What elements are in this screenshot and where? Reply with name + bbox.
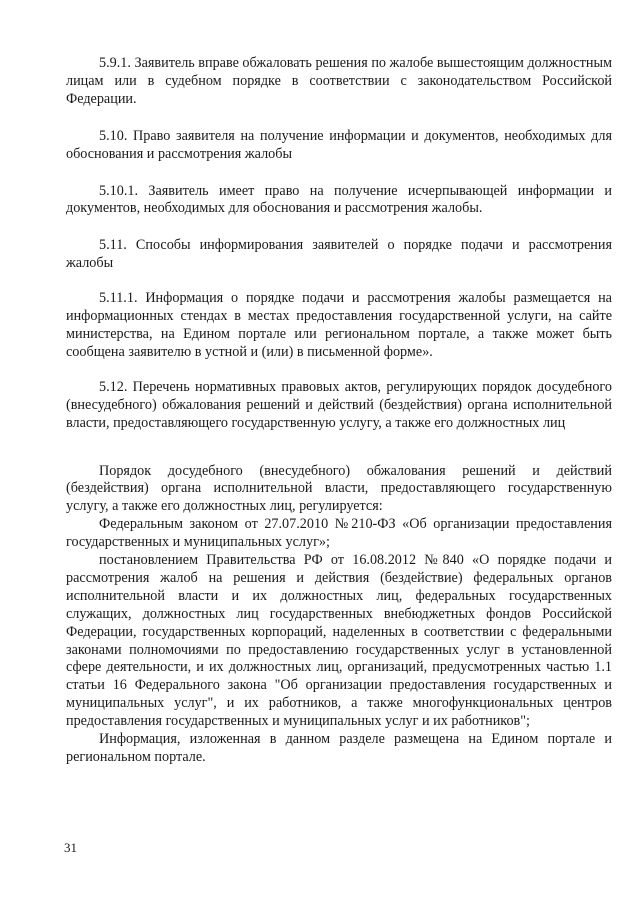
heading-5-11: 5.11. Способы информирования заявителей о порядке подачи и рассмотрения жалобы: [66, 237, 612, 272]
document-body: [66, 55, 612, 767]
page-number: 31: [64, 840, 77, 855]
paragraph-5-11-1: 5.11.1. Информация о порядке подачи и рассмотрения жалобы размещается на информационных стендах в местах предоставления государственной услуги, на сайте министерства, на Едином портале или региональном портале, а также может быть сообщена заявителю в устной и (или) в письменной форме».: [66, 290, 612, 360]
paragraph-5-10-1: 5.10.1. Заявитель имеет право на получение исчерпывающей информации и документов, необходимых для обоснования и рассмотрения жалобы.: [66, 182, 612, 217]
paragraph-federal-law: Федеральным законом от 27.07.2010 №210-ФЗ «Об организации предоставления государственных и муниципальных услуг»;: [66, 516, 612, 551]
heading-5-10: 5.10. Право заявителя на получение информации и документов, необходимых для обоснования и рассмотрения жалобы: [66, 127, 612, 162]
paragraph-portal-info: Информация, изложенная в данном разделе размещена на Едином портале и региональном портале.: [66, 731, 612, 765]
heading-5-12: 5.12. Перечень нормативных правовых актов, регулирующих порядок досудебного (внесудебного) обжалования решений и действий (бездействия) органа исполнительной власти, предоставляющего государственную услугу, а также его должностных лиц: [66, 378, 612, 431]
paragraph-procedure: Порядок досудебного (внесудебного) обжалования решений и действий (бездействия) органа исполнительной власти, предоставляющего государственную услугу, а также его должностных лиц, регулируется:: [66, 462, 612, 515]
paragraph-5-9-1: 5.9.1. Заявитель вправе обжаловать решения по жалобе вышестоящим должностным лицам или в судебном порядке в соответствии с законодательством Российской Федерации.: [66, 55, 612, 107]
paragraph-government-decree: постановлением Правительства РФ от 16.08.2012 №840 «О порядке подачи и рассмотрения жалоб на решения и действия (бездействие) федеральных органов исполнительной власти и их должностных лиц, федеральных государственных служащих, должностных лиц государственных внебюджетных фондов Российской Федерации, государственных корпораций, наделенных в соответствии с федеральными законами полномочиями по предоставлению государственных услуг в установленной сфере деятельности, и их должностных лиц, организаций, предусмотренных частью 1.1 статьи 16 Федерального закона "Об организации предоставления государственных и муниципальных услуг", и их работников, а также многофункциональных центров предоставления государственных и муниципальных услуг и их работников";: [66, 552, 612, 730]
